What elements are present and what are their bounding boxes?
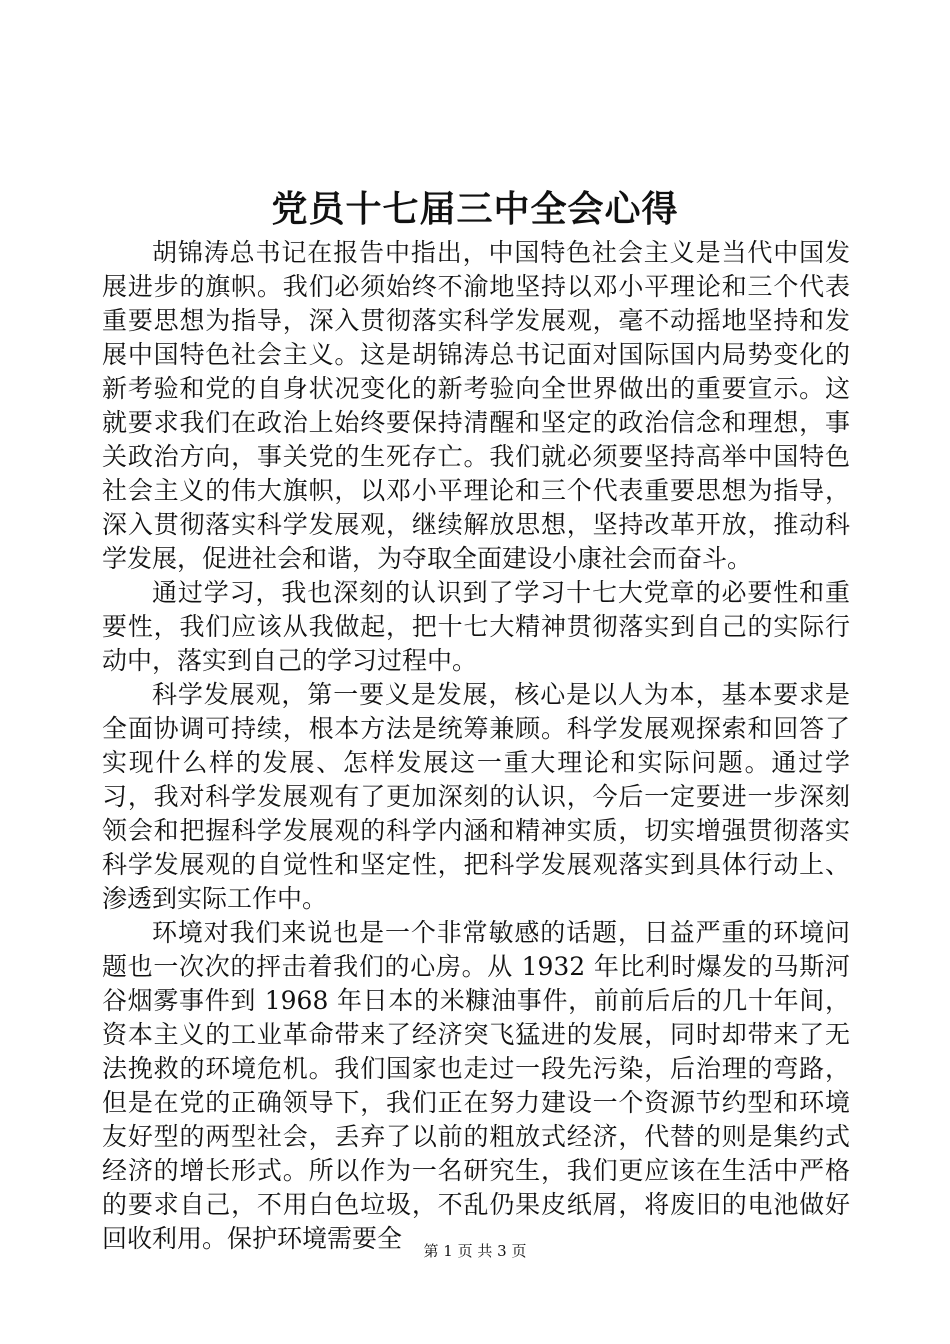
paragraph-1: 胡锦涛总书记在报告中指出，中国特色社会主义是当代中国发展进步的旗帜。我们必须始终不渝地坚持以邓小平理论和三个代表重要思想为指导，深入贯彻落实科学发展观，毫不动摇地坚持和发展中国特色社会主义。这是胡锦涛总书记面对国际国内局势变化的新考验和党的自身状况变化的新考验向全世界做出的重要宣示。这就要求我们在政治上始终要保持清醒和坚定的政治信念和理想，事关政治方向，事关党的生死存亡。我们就必须要坚持高举中国特色社会主义的伟大旗帜，以邓小平理论和三个代表重要思想为指导，深入贯彻落实科学发展观，继续解放思想，坚持改革开放，推动科学发展，促进社会和谐，为夺取全面建设小康社会而奋斗。 bbox=[102, 238, 850, 573]
paragraph-4: 环境对我们来说也是一个非常敏感的话题，日益严重的环境问题也一次次的抨击着我们的心房。从 1932 年比利时爆发的马斯河谷烟雾事件到 1968 年日本的米糠油事件，前前后后的几十年间，资本主义的工业革命带来了经济突飞猛进的发展，同时却带来了无法挽救的环境危机。我们国家也走过一段先污染，后治理的弯路，但是在党的正确领导下，我们正在努力建设一个资源节约型和环境友好型的两型社会，丢弃了以前的粗放式经济，代替的则是集约式经济的增长形式。所以作为一名研究生，我们更应该在生活中严格的要求自己，不用白色垃圾，不乱仍果皮纸屑，将废旧的电池做好回收利用。保护环境需要全 bbox=[102, 918, 850, 1253]
paragraph-3: 科学发展观，第一要义是发展，核心是以人为本，基本要求是全面协调可持续，根本方法是统筹兼顾。科学发展观探索和回答了实现什么样的发展、怎样发展这一重大理论和实际问题。通过学习，我对科学发展观有了更加深刻的认识，今后一定要进一步深刻领会和把握科学发展观的科学内涵和精神实质，切实增强贯彻落实科学发展观的自觉性和坚定性，把科学发展观落实到具体行动上、渗透到实际工作中。 bbox=[102, 680, 850, 913]
document-body bbox=[102, 236, 850, 1256]
document-title: 党员十七届三中全会心得 bbox=[271, 188, 679, 230]
paragraph-2: 通过学习，我也深刻的认识到了学习十七大党章的必要性和重要性，我们应该从我做起，把十七大精神贯彻落实到自己的实际行动中，落实到自己的学习过程中。 bbox=[102, 578, 850, 675]
page-footer: 第 1 页 共 3 页 bbox=[423, 1242, 527, 1260]
